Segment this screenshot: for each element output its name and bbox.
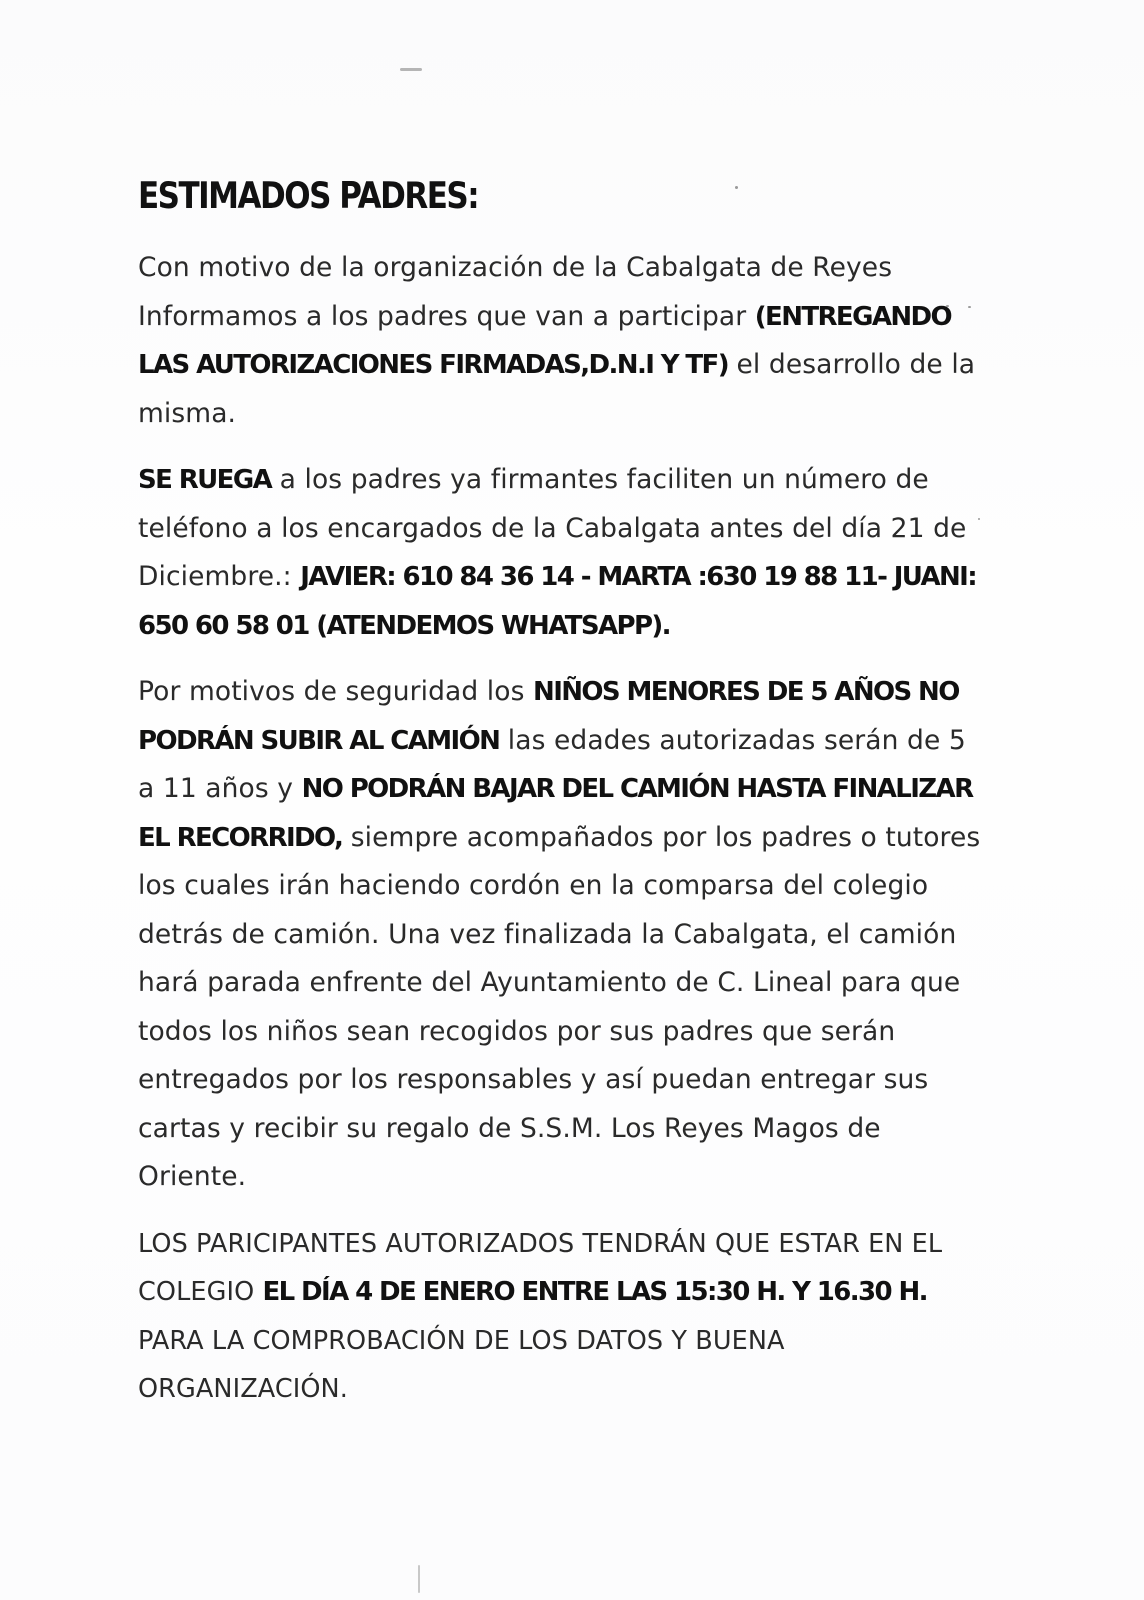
text: Con motivo de la organización de la Cabalgata de Reyes Informamos a los padres que van a participar bbox=[138, 252, 893, 332]
bold-text: NO PODRÁN BAJAR DEL CAMIÓN HASTA FINALIZAR EL RECORRIDO, bbox=[138, 774, 973, 853]
bold-text: (ENTREGANDO LAS AUTORIZACIONES FIRMADAS,D.N.I Y TF) bbox=[138, 301, 951, 380]
contact-phones: JAVIER: 610 84 36 14 - MARTA :630 19 88 11- JUANI: 650 60 58 01 (ATENDEMOS WHATSAPP). bbox=[138, 562, 977, 641]
paragraph-schedule bbox=[138, 1220, 988, 1414]
text: a los padres ya firmantes faciliten un número de teléfono a los encargados de la Cabalgata antes del día 21 de Diciembre.: bbox=[138, 464, 967, 592]
letter-heading: ESTIMADOS PADRES: bbox=[138, 174, 479, 218]
paragraph-organization bbox=[138, 244, 988, 438]
text: siempre acompañados por los padres o tutores los cuales irán haciendo cordón en la comparsa del colegio detrás de camión. Una vez finalizada la Cabalgata, el camión hará parada enfrente del Ayuntamiento de C. Lineal para que todos los niños sean recogidos por sus padres que serán entregados por los responsables y así puedan entregar sus cartas y recibir su regalo de S.S.M. Los Reyes Magos de Oriente. bbox=[138, 821, 981, 1192]
text: PARA LA COMPROBACIÓN DE LOS DATOS Y BUENA ORGANIZACIÓN. bbox=[138, 1325, 785, 1404]
text: las edades autorizadas serán de 5 a 11 años y bbox=[138, 724, 966, 804]
bold-text: EL DÍA 4 DE ENERO ENTRE LAS 15:30 H. Y 16.30 H. bbox=[262, 1277, 927, 1307]
bold-text: NIÑOS MENORES DE 5 AÑOS NO PODRÁN SUBIR AL CAMIÓN bbox=[138, 677, 959, 756]
paragraph-phone-request bbox=[138, 456, 988, 650]
text: Por motivos de seguridad los bbox=[138, 676, 534, 707]
bold-text: SE RUEGA bbox=[138, 465, 272, 495]
scan-speck bbox=[418, 1565, 420, 1593]
text: LOS PARICIPANTES AUTORIZADOS TENDRÁN QUE ESTAR EN EL COLEGIO bbox=[138, 1228, 943, 1307]
scan-speck bbox=[400, 68, 422, 71]
paragraph-safety bbox=[138, 668, 988, 1202]
letter-body bbox=[138, 170, 988, 1432]
text: el desarrollo de la misma. bbox=[138, 349, 976, 429]
